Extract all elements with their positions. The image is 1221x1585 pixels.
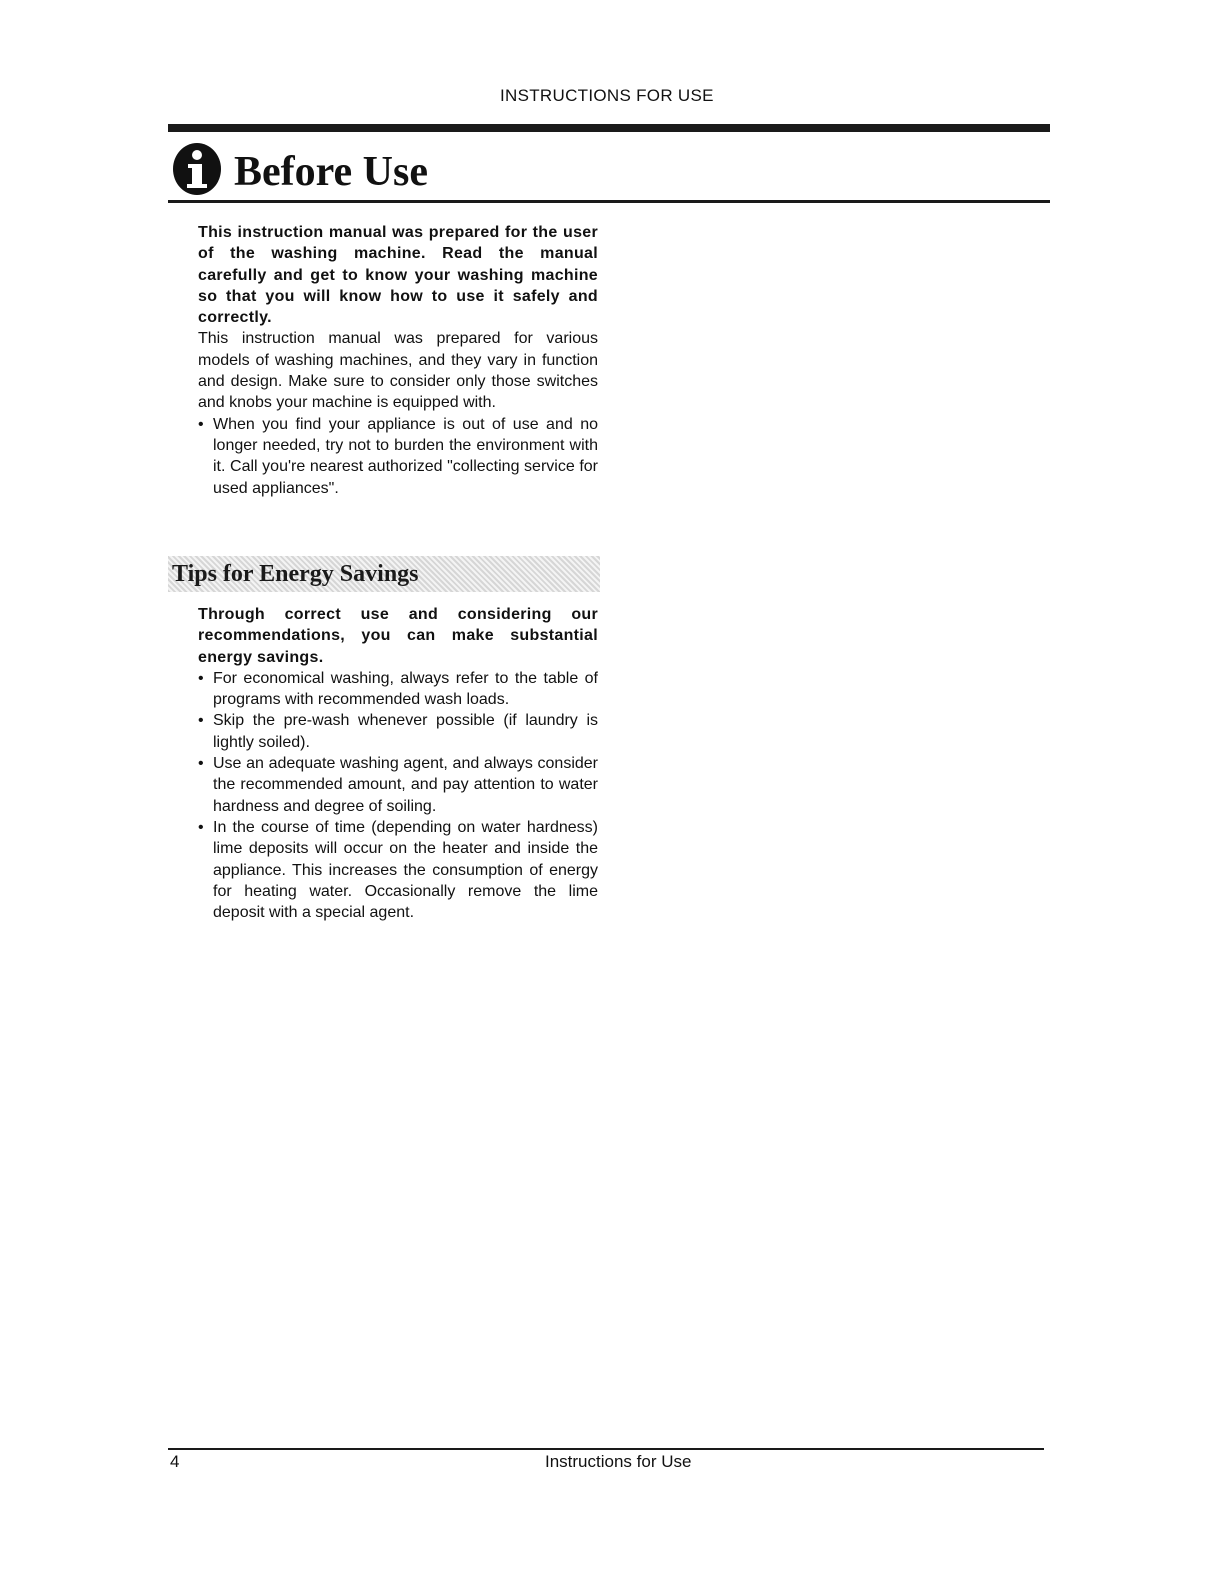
energy-bold-paragraph: Through correct use and considering our recommendations, you can make substantial energy savings. (198, 606, 598, 666)
info-icon (172, 142, 222, 196)
list-item: • Use an adequate washing agent, and always consider the recommended amount, and pay attention to water hardness and degree of soiling. (198, 753, 598, 817)
running-head: INSTRUCTIONS FOR USE (500, 86, 714, 105)
top-rule (168, 124, 1050, 132)
title-block (168, 138, 1050, 202)
list-item: • In the course of time (depending on water hardness) lime deposits will occur on the heater and inside the appliance. This increases the consumption of energy for heating water. Occasionally remove the lime deposit with a special agent. (198, 817, 598, 923)
intro-bullet-list (198, 414, 598, 499)
title-rule (168, 200, 1050, 203)
section-heading-band (168, 556, 600, 592)
intro-bold-paragraph: This instruction manual was prepared for the user of the washing machine. Read the manual carefully and get to know your washing machine so that you will know how to use it safely and correctly. (198, 224, 598, 327)
list-item: • When you find your appliance is out of use and no longer needed, try not to burden the environment with it. Call you're nearest authorized "collecting service for used appliances". (198, 414, 598, 499)
list-item: • Skip the pre-wash whenever possible (if laundry is lightly soiled). (198, 710, 598, 753)
section-title-energy-savings: Tips for Energy Savings (172, 561, 419, 587)
intro-section (198, 222, 598, 499)
list-item: • For economical washing, always refer to the table of programs with recommended wash loads. (198, 668, 598, 711)
page-number: 4 (170, 1452, 180, 1471)
energy-bullet-list (198, 668, 598, 924)
page-title: Before Use (234, 149, 428, 195)
bottom-rule (168, 1448, 1044, 1450)
energy-section (198, 604, 598, 923)
running-foot: Instructions for Use (545, 1452, 692, 1471)
intro-paragraph: This instruction manual was prepared for various models of washing machines, and they vary in function and design. Make sure to consider only those switches and knobs your machine is equipped with. (198, 330, 598, 412)
